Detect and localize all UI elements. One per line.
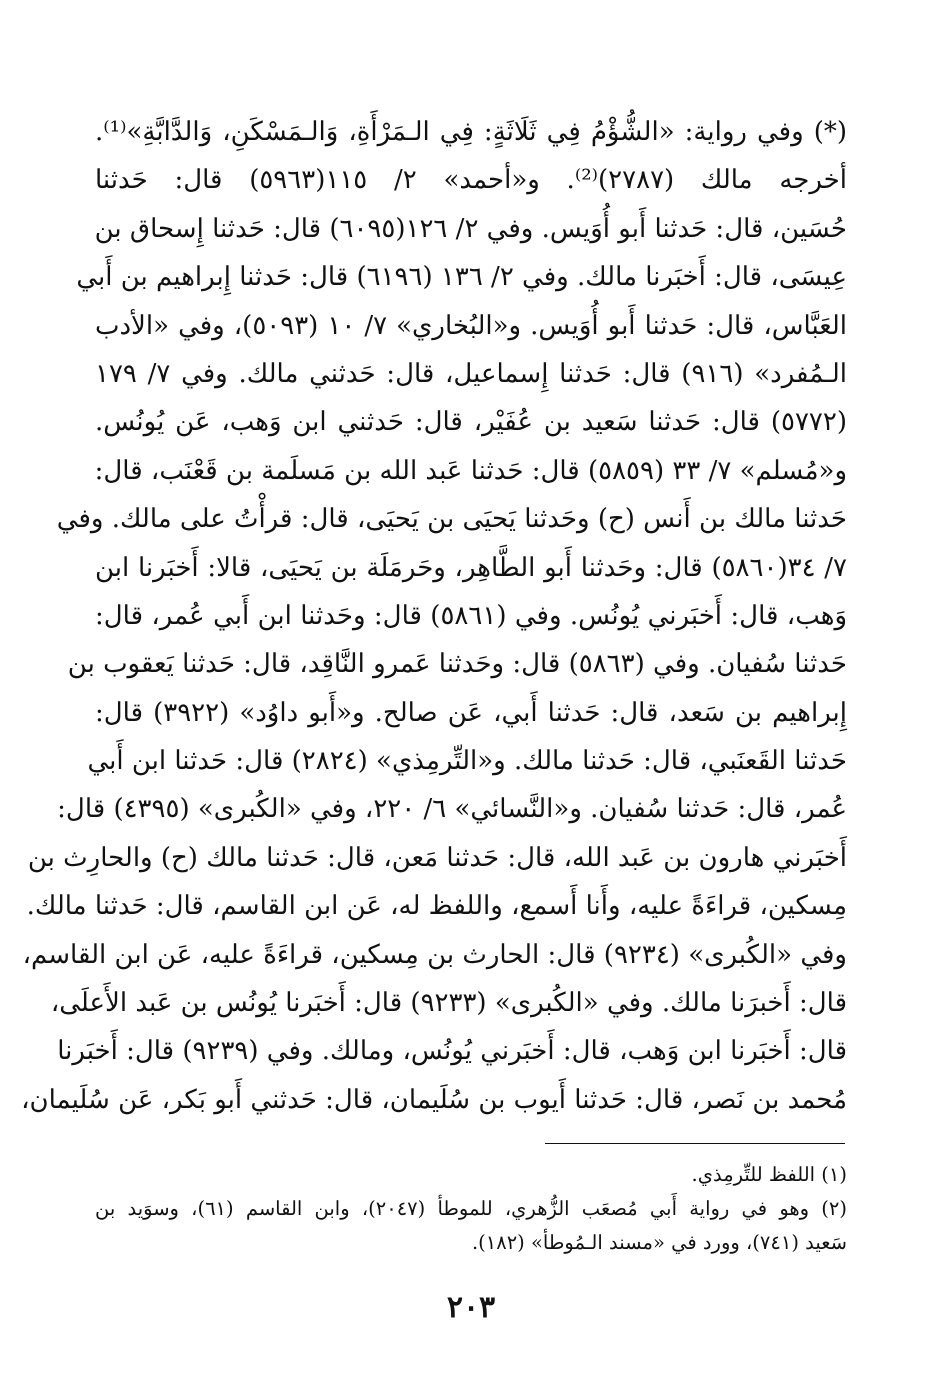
text-line: وَهب، قال: أَخبَرني يُونُس. وفي (٥٨٦١) قال: وحَدثنا ابن أَبي عُمر، قال: (95, 600, 847, 631)
text-line: إِبراهيم بن سَعد، قال: حَدثنا أَبي، عَن صالح. و«أَبو داوُد» (٣٩٢٢) قال: (95, 697, 847, 728)
text-line: أخرجه مالك (٢٧٨٧)⁽²⁾. و«أحمد» ٢/ ١١٥(٥٩٦٣) قال: حَدثنا (95, 165, 847, 196)
text-line: (*) وفي رواية: «الشُّؤْمُ فِي ثَلَاثَةٍ: فِي الـمَرْأَةِ، وَالـمَسْكَنِ، وَالدَّابَّةِ»⁽¹⁾. (95, 117, 847, 147)
text-line: مُحمد بن نَصر، قال: حَدثنا أَيوب بن سُلَيمان، قال: حَدثني أَبو بَكر، عَن سُلَيمان، (21, 1084, 847, 1115)
text-line: أَخبَرني هارون بن عَبد الله، قال: حَدثنا مَعن، قال: حَدثنا مالك (ح) والحارِث بن (27, 842, 847, 873)
text-line: حَدثنا سُفيان. وفي (٥٨٦٣) قال: وحَدثنا عَمرو النَّاقِد، قال: حَدثنا يَعقوب بن (67, 649, 847, 680)
footnotes-block (95, 1158, 847, 1260)
text-line: العَبَّاس، قال: حَدثنا أَبو أُوَيس. و«البُخاري» ٧/ ١٠ (٥٠٩٣)، وفي «الأدب (95, 310, 847, 341)
text-line: قال: أَخبَرنا ابن وَهب، قال: أَخبَرني يُونُس، ومالك. وفي (٩٢٣٩) قال: أَخبَرنا (57, 1036, 847, 1067)
text-line: حَدثنا مالك بن أَنس (ح) وحَدثنا يَحيَى بن يَحيَى، قال: قرأْتُ على مالك. وفي (56, 504, 847, 535)
text-line: عُمر، قال: حَدثنا سُفيان. و«النَّسائي» ٦/ ٢٢٠، وفي «الكُبرى» (٤٣٩٥) قال: (57, 794, 847, 825)
text-line: ٧/ ٣٤(٥٨٦٠) قال: وحَدثنا أَبو الطَّاهِر، وحَرمَلَة بن يَحيَى، قالا: أَخبَرنا ابن (95, 552, 847, 583)
text-line: قال: أَخبرَنا مالك. وفي «الكُبرى» (٩٢٣٣) قال: أَخبَرنا يُونُس بن عَبد الأَعلَى، (50, 988, 847, 1019)
footnote-2-continued: سَعيد (٧٤١)، وورد في «مسند الـمُوطأ» (١٨٢). (471, 1231, 847, 1254)
footnote-1: (١) اللفظ للتِّرمِذي. (691, 1163, 847, 1186)
text-line: وفي «الكُبرى» (٩٢٣٤) قال: الحارث بن مِسكين، قراءَةً عليه، عَن ابن القاسم، (22, 939, 847, 970)
text-line: الـمُفرد» (٩١٦) قال: حَدثنا إِسماعيل، قال: حَدثني مالك. وفي ٧/ ١٧٩ (95, 358, 847, 389)
text-line: مِسكين، قراءَةً عليه، وأَنا أَسمع، واللفظ له، عَن ابن القاسم، قال: حَدثنا مالك. (26, 891, 847, 922)
page-number: ٢٠٣ (446, 1290, 496, 1325)
text-line: عِيسَى، قال: أَخبَرنا مالك. وفي ٢/ ١٣٦ (٦١٩٦) قال: حَدثنا إِبراهيم بن أَبي (76, 262, 847, 293)
footnote-2: (٢) وهو في رواية أَبي مُصعَب الزُّهري، للموطأ (٢٠٤٧)، وابن القاسم (٦١)، وسوَيد بن (95, 1197, 848, 1220)
text-line: حُسَين، قال: حَدثنا أَبو أُوَيس. وفي ٢/ ١٢٦(٦٠٩٥) قال: حَدثنا إِسحاق بن (94, 213, 847, 244)
main-text-block (21, 108, 847, 1124)
text-line: حَدثنا القَعنَبي، قال: حَدثنا مالك. و«التِّرمِذي» (٢٨٢٤) قال: حَدثنا ابن أَبي (87, 746, 847, 777)
footnote-divider (545, 1143, 845, 1144)
text-line: (٥٧٧٢) قال: حَدثنا سَعيد بن عُفَيْر، قال: حَدثني ابن وَهب، عَن يُونُس. (95, 407, 847, 438)
text-line: و«مُسلم» ٧/ ٣٣ (٥٨٥٩) قال: حَدثنا عَبد الله بن مَسلَمة بن قَعْنَب، قال: (94, 455, 847, 486)
